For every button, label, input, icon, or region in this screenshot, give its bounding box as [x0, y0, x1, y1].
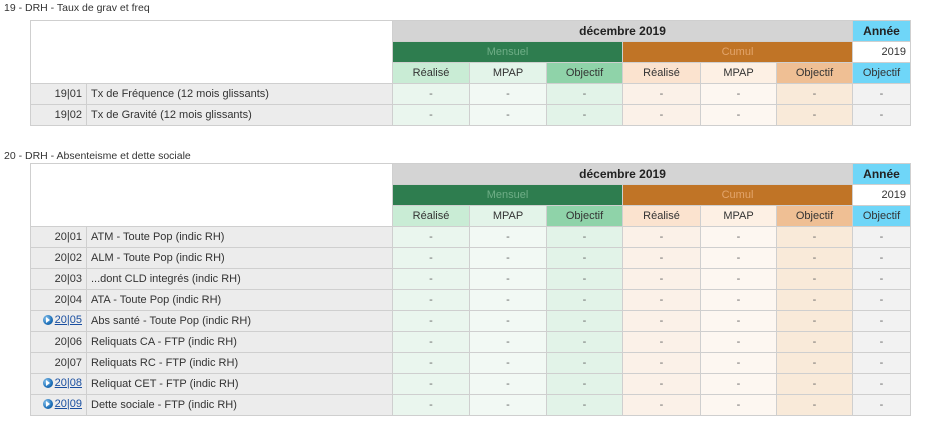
indicator-code: 19|01 [54, 88, 82, 100]
value-cell: - [547, 311, 623, 332]
indicator-code-cell [31, 227, 87, 248]
value-cell: - [623, 269, 701, 290]
value-cell: - [623, 248, 701, 269]
value-cell: - [853, 332, 911, 353]
value-cell: - [547, 84, 623, 105]
col-objectif-mensuel: Objectif [547, 206, 623, 227]
indicator-code-cell [31, 311, 87, 332]
value-cell: - [547, 374, 623, 395]
value-cell: - [701, 227, 777, 248]
value-cell: - [853, 311, 911, 332]
value-cell: - [777, 353, 853, 374]
value-cell: - [547, 105, 623, 126]
col-realise-mensuel: Réalisé [393, 206, 470, 227]
value-cell: - [393, 290, 470, 311]
indicator-label: ...dont CLD integrés (indic RH) [87, 269, 393, 290]
table-row [31, 84, 911, 105]
value-cell: - [623, 332, 701, 353]
indicator-code: 20|02 [54, 252, 82, 264]
col-mpap-cumul: MPAP [701, 206, 777, 227]
year-header: Année [853, 164, 911, 185]
value-cell: - [470, 227, 547, 248]
value-cell: - [623, 311, 701, 332]
indicator-table [30, 163, 911, 416]
value-cell: - [853, 227, 911, 248]
value-cell: - [393, 248, 470, 269]
indicator-code: 20|04 [54, 294, 82, 306]
table-row [31, 374, 911, 395]
indicator-code-cell [31, 290, 87, 311]
value-cell: - [393, 374, 470, 395]
table-row [31, 105, 911, 126]
header-blank [31, 164, 393, 227]
value-cell: - [777, 105, 853, 126]
indicator-code-link[interactable]: 20|09 [54, 398, 82, 410]
indicator-label: Abs santé - Toute Pop (indic RH) [87, 311, 393, 332]
indicator-code: 19|02 [54, 109, 82, 121]
value-cell: - [623, 227, 701, 248]
indicator-code-cell [31, 248, 87, 269]
value-cell: - [853, 353, 911, 374]
table-row [31, 269, 911, 290]
indicator-label: ATM - Toute Pop (indic RH) [87, 227, 393, 248]
drilldown-link[interactable] [43, 314, 82, 326]
value-cell: - [701, 269, 777, 290]
value-cell: - [701, 395, 777, 416]
indicator-code-cell [31, 105, 87, 126]
drilldown-arrow-icon[interactable] [43, 315, 53, 325]
indicator-code: 20|07 [54, 357, 82, 369]
value-cell: - [470, 269, 547, 290]
col-realise-cumul: Réalisé [623, 206, 701, 227]
indicator-code-cell [31, 84, 87, 105]
drilldown-link[interactable] [43, 377, 82, 389]
value-cell: - [470, 248, 547, 269]
table-row [31, 227, 911, 248]
indicator-label: Tx de Gravité (12 mois glissants) [87, 105, 393, 126]
year-value: 2019 [853, 185, 911, 206]
header-row-period [31, 164, 911, 185]
indicator-label: Reliquats CA - FTP (indic RH) [87, 332, 393, 353]
value-cell: - [393, 105, 470, 126]
indicator-label: Reliquat CET - FTP (indic RH) [87, 374, 393, 395]
table-row [31, 395, 911, 416]
col-mpap-mensuel: MPAP [470, 63, 547, 84]
value-cell: - [777, 227, 853, 248]
value-cell: - [393, 332, 470, 353]
value-cell: - [701, 332, 777, 353]
indicator-code-cell [31, 332, 87, 353]
value-cell: - [853, 374, 911, 395]
indicator-code-cell [31, 374, 87, 395]
group-cumul-header: Cumul [623, 42, 853, 63]
value-cell: - [777, 395, 853, 416]
value-cell: - [853, 105, 911, 126]
col-mpap-mensuel: MPAP [470, 206, 547, 227]
value-cell: - [701, 290, 777, 311]
col-realise-cumul: Réalisé [623, 63, 701, 84]
indicator-label: Reliquats RC - FTP (indic RH) [87, 353, 393, 374]
value-cell: - [701, 84, 777, 105]
header-blank [31, 21, 393, 84]
value-cell: - [470, 84, 547, 105]
col-objectif-annee: Objectif [853, 63, 911, 84]
value-cell: - [701, 374, 777, 395]
indicator-code: 20|06 [54, 336, 82, 348]
value-cell: - [853, 395, 911, 416]
value-cell: - [547, 395, 623, 416]
group-mensuel-header: Mensuel [393, 42, 623, 63]
value-cell: - [623, 105, 701, 126]
value-cell: - [777, 269, 853, 290]
value-cell: - [393, 353, 470, 374]
value-cell: - [470, 332, 547, 353]
indicator-label: Tx de Fréquence (12 mois glissants) [87, 84, 393, 105]
value-cell: - [701, 311, 777, 332]
value-cell: - [470, 290, 547, 311]
value-cell: - [547, 353, 623, 374]
value-cell: - [777, 84, 853, 105]
value-cell: - [853, 248, 911, 269]
value-cell: - [470, 353, 547, 374]
drilldown-arrow-icon[interactable] [43, 399, 53, 409]
value-cell: - [393, 311, 470, 332]
col-objectif-annee: Objectif [853, 206, 911, 227]
value-cell: - [547, 248, 623, 269]
group-cumul-header: Cumul [623, 185, 853, 206]
col-objectif-cumul: Objectif [777, 63, 853, 84]
value-cell: - [623, 84, 701, 105]
year-value: 2019 [853, 42, 911, 63]
value-cell: - [623, 395, 701, 416]
group-mensuel-header: Mensuel [393, 185, 623, 206]
section-title: 19 - DRH - Taux de grav et freq [4, 2, 150, 14]
value-cell: - [853, 84, 911, 105]
indicator-code: 20|01 [54, 231, 82, 243]
value-cell: - [470, 105, 547, 126]
section-title: 20 - DRH - Absenteisme et dette sociale [4, 150, 191, 162]
year-header: Année [853, 21, 911, 42]
table-row [31, 248, 911, 269]
indicator-label: ALM - Toute Pop (indic RH) [87, 248, 393, 269]
value-cell: - [393, 395, 470, 416]
table-row [31, 290, 911, 311]
value-cell: - [547, 290, 623, 311]
value-cell: - [547, 332, 623, 353]
col-objectif-cumul: Objectif [777, 206, 853, 227]
value-cell: - [547, 269, 623, 290]
table-row [31, 353, 911, 374]
col-realise-mensuel: Réalisé [393, 63, 470, 84]
value-cell: - [393, 227, 470, 248]
indicator-code-link[interactable]: 20|05 [54, 314, 82, 326]
value-cell: - [777, 332, 853, 353]
indicator-code-link[interactable]: 20|08 [54, 377, 82, 389]
value-cell: - [853, 290, 911, 311]
indicator-table [30, 20, 911, 126]
value-cell: - [777, 374, 853, 395]
value-cell: - [470, 374, 547, 395]
value-cell: - [777, 290, 853, 311]
value-cell: - [853, 269, 911, 290]
value-cell: - [777, 248, 853, 269]
value-cell: - [393, 84, 470, 105]
table-row [31, 332, 911, 353]
value-cell: - [623, 374, 701, 395]
period-header: décembre 2019 [393, 164, 853, 185]
value-cell: - [701, 248, 777, 269]
value-cell: - [623, 290, 701, 311]
period-header: décembre 2019 [393, 21, 853, 42]
indicator-code-cell [31, 353, 87, 374]
value-cell: - [777, 311, 853, 332]
col-objectif-mensuel: Objectif [547, 63, 623, 84]
indicator-code-cell [31, 395, 87, 416]
indicator-code-cell [31, 269, 87, 290]
table-row [31, 311, 911, 332]
value-cell: - [701, 105, 777, 126]
col-mpap-cumul: MPAP [701, 63, 777, 84]
drilldown-link[interactable] [43, 398, 82, 410]
value-cell: - [393, 269, 470, 290]
value-cell: - [547, 227, 623, 248]
indicator-label: ATA - Toute Pop (indic RH) [87, 290, 393, 311]
header-row-period [31, 21, 911, 42]
indicator-label: Dette sociale - FTP (indic RH) [87, 395, 393, 416]
drilldown-arrow-icon[interactable] [43, 378, 53, 388]
value-cell: - [470, 311, 547, 332]
value-cell: - [470, 395, 547, 416]
value-cell: - [623, 353, 701, 374]
value-cell: - [701, 353, 777, 374]
indicator-code: 20|03 [54, 273, 82, 285]
